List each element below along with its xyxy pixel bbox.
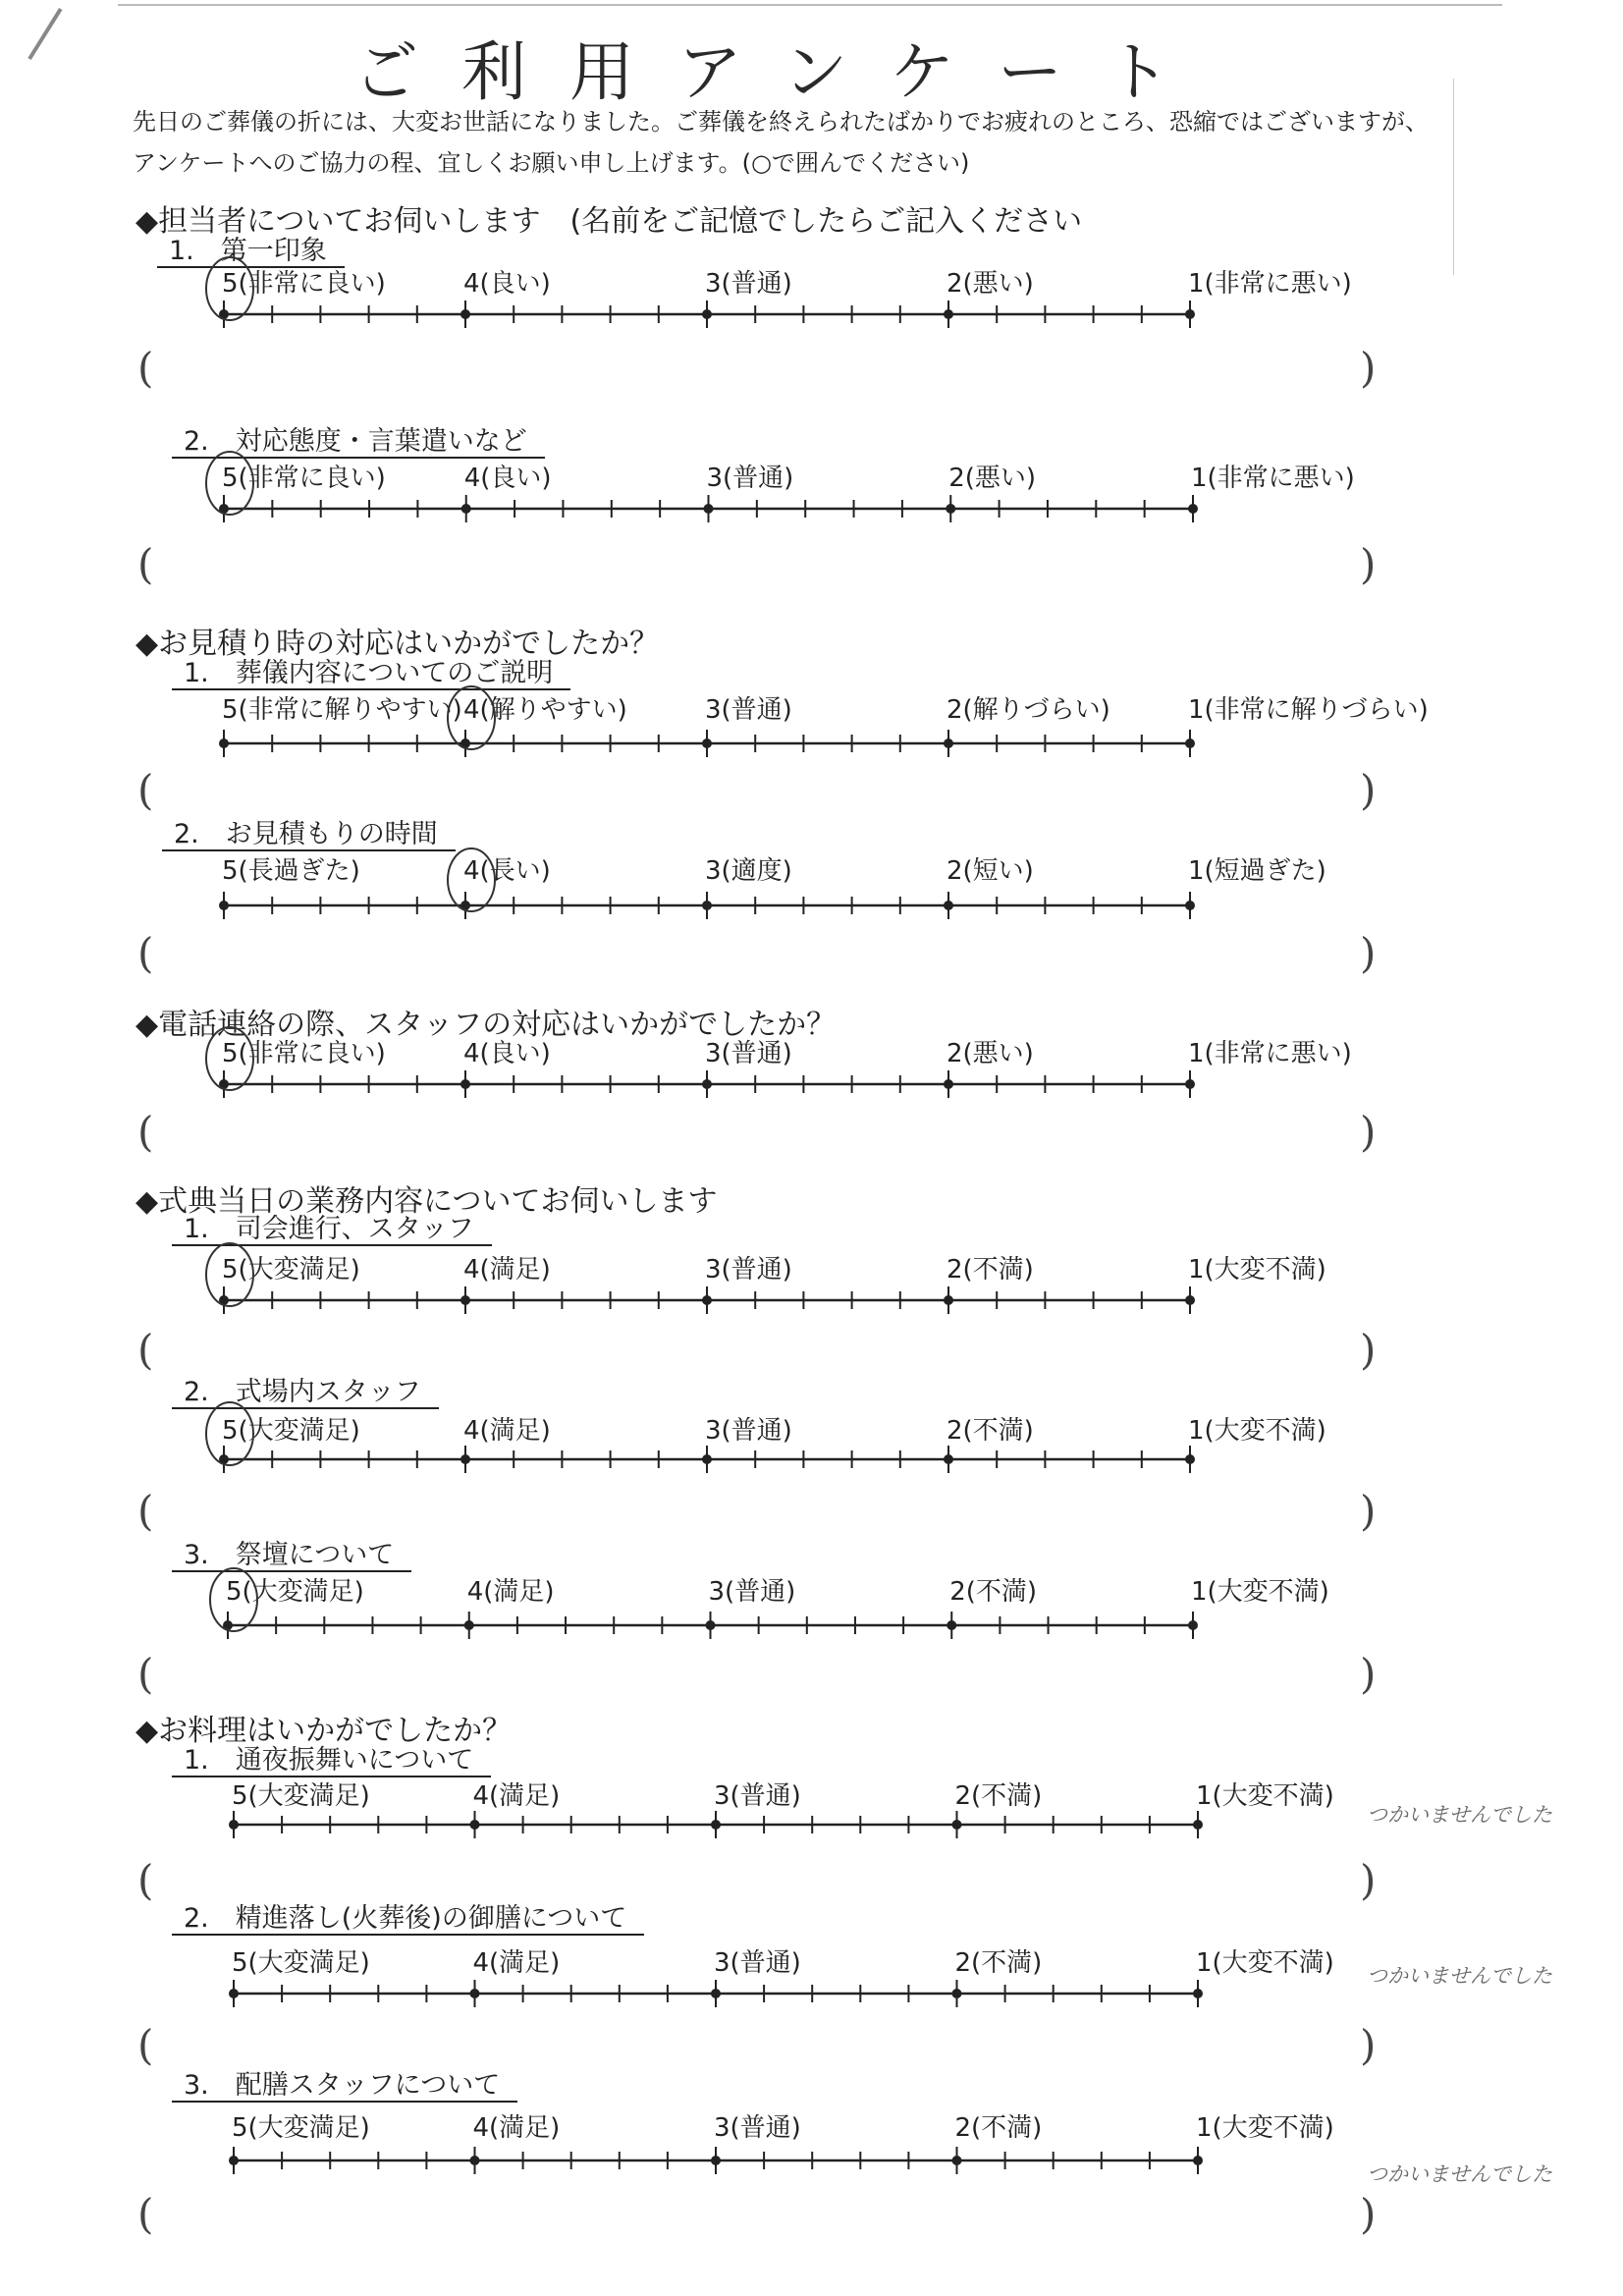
scale-point-1: [1185, 309, 1195, 319]
scale-point-4: [470, 2156, 480, 2165]
comment-paren-close: ): [1360, 2190, 1377, 2238]
scale-label-3: 3(普通): [705, 269, 792, 299]
scale-label-1: 1(大変不満): [1196, 2113, 1334, 2143]
scale-label-4: 4(満足): [466, 1577, 555, 1607]
comment-paren-close: ): [1360, 2021, 1377, 2069]
scale-label-2: 2(不満): [954, 1781, 1043, 1811]
comment-paren-open: (: [137, 1326, 154, 1374]
item-label-explanation: 1. 葬儀内容についてのご説明: [172, 658, 570, 690]
scale-point-2: [947, 1620, 956, 1630]
scale-point-2: [952, 1820, 962, 1830]
rating-scale-line[interactable]: [0, 704, 1623, 783]
comment-paren-open: (: [137, 1856, 154, 1904]
scale-point-2: [944, 1295, 953, 1305]
scale-point-1: [1185, 901, 1195, 910]
scale-label-1: 1(大変不満): [1188, 1416, 1326, 1446]
scale-label-4: 4(長い): [463, 856, 551, 886]
handwritten-note: つかいませんでした: [1367, 1803, 1552, 1827]
item-label-wake-meal: 1. 通夜振舞いについて: [172, 1745, 491, 1777]
scale-point-1: [1188, 1620, 1198, 1630]
scale-label-5: 5(非常に良い): [222, 464, 386, 493]
scale-label-4: 4(良い): [463, 1039, 551, 1068]
scale-label-4: 4(満足): [463, 1255, 551, 1285]
scale-point-1: [1185, 738, 1195, 748]
comment-paren-close: ): [1360, 1487, 1377, 1535]
scale-label-1: 1(非常に悪い): [1188, 269, 1352, 299]
handwritten-note: つかいませんでした: [1367, 2162, 1552, 2186]
scale-label-3: 3(普通): [708, 1577, 796, 1607]
scale-label-2: 2(解りづらい): [947, 695, 1110, 725]
scale-point-3: [702, 1454, 712, 1464]
scale-point-2: [944, 309, 953, 319]
section-heading-staff: ◆担当者についてお伺いします (名前をご記憶でしたらご記入ください: [135, 204, 1083, 239]
item-label-attitude: 2. 対応態度・言葉遣いなど: [172, 426, 545, 459]
scale-label-2: 2(不満): [949, 1577, 1038, 1607]
scale-point-4: [460, 1079, 470, 1089]
page-title: ご利用アンケート: [353, 34, 1215, 110]
scale-point-3: [702, 901, 712, 910]
scale-label-5: 5(大変満足): [222, 1255, 360, 1285]
scale-label-5: 5(長過ぎた): [222, 856, 360, 886]
scale-label-3: 3(普通): [714, 1781, 801, 1811]
scale-point-5: [229, 1989, 239, 1998]
scale-point-3: [702, 309, 712, 319]
scale-label-4: 4(満足): [463, 1416, 551, 1446]
scale-point-4: [470, 1989, 480, 1998]
scale-point-4: [460, 1454, 470, 1464]
rating-scale-line[interactable]: [0, 1045, 1623, 1123]
comment-paren-open: (: [137, 929, 154, 977]
scale-label-1: 1(大変不満): [1196, 1781, 1334, 1811]
scale-label-2: 2(不満): [954, 1948, 1043, 1978]
scale-point-2: [946, 504, 955, 514]
handwritten-note: つかいませんでした: [1367, 1964, 1552, 1988]
scale-point-1: [1185, 1295, 1195, 1305]
scale-point-3: [704, 504, 714, 514]
rating-scale-line[interactable]: [0, 1586, 1623, 1665]
rating-scale-line[interactable]: [0, 469, 1623, 548]
scale-point-2: [944, 1079, 953, 1089]
scale-point-1: [1193, 1820, 1203, 1830]
scale-label-5: 5(非常に解りやすい): [222, 695, 462, 725]
scale-point-3: [706, 1620, 716, 1630]
comment-paren-open: (: [137, 1650, 154, 1698]
scale-label-4: 4(満足): [472, 1781, 561, 1811]
comment-paren-close: ): [1360, 1108, 1377, 1156]
scale-label-2: 2(不満): [947, 1255, 1034, 1285]
scale-point-4: [461, 504, 471, 514]
top-edge-line: [118, 4, 1502, 6]
scale-point-1: [1185, 1454, 1195, 1464]
scale-point-2: [944, 738, 953, 748]
scale-point-5: [229, 2156, 239, 2165]
scale-point-3: [702, 738, 712, 748]
scale-label-1: 1(短過ぎた): [1188, 856, 1326, 886]
scale-point-5: [219, 901, 229, 910]
item-label-mc: 1. 司会進行、スタッフ: [172, 1214, 492, 1246]
scale-label-4: 4(満足): [472, 1948, 561, 1978]
scale-label-4: 4(満足): [472, 2113, 561, 2143]
comment-paren-open: (: [137, 1108, 154, 1156]
scale-label-1: 1(非常に悪い): [1188, 1039, 1352, 1068]
item-label-estimate-time: 2. お見積もりの時間: [162, 819, 456, 851]
scale-label-3: 3(普通): [706, 464, 794, 493]
item-label-hall-staff: 2. 式場内スタッフ: [172, 1377, 439, 1409]
scale-label-4: 4(良い): [463, 269, 551, 299]
comment-paren-open: (: [137, 1487, 154, 1535]
scale-label-5: 5(大変満足): [232, 2113, 370, 2143]
scale-point-4: [460, 309, 470, 319]
item-label-post-cremation-meal: 2. 精進落し(火葬後)の御膳について: [172, 1903, 644, 1936]
comment-paren-open: (: [137, 344, 154, 392]
section-heading-ceremony: ◆式典当日の業務内容についてお伺いします: [135, 1184, 718, 1219]
scale-point-4: [464, 1620, 474, 1630]
comment-paren-close: ): [1360, 766, 1377, 814]
rating-scale-line[interactable]: [0, 1261, 1623, 1339]
scale-label-3: 3(普通): [705, 1255, 792, 1285]
corner-pen-mark: [27, 8, 62, 60]
rating-scale-line[interactable]: [0, 1420, 1623, 1499]
scale-label-5: 5(大変満足): [232, 1948, 370, 1978]
item-label-altar: 3. 祭壇について: [172, 1540, 411, 1572]
scale-point-2: [952, 1989, 962, 1998]
comment-paren-close: ): [1360, 1856, 1377, 1904]
scale-point-1: [1193, 1989, 1203, 1998]
scale-label-5: 5(大変満足): [226, 1577, 364, 1607]
comment-paren-open: (: [137, 766, 154, 814]
scale-label-1: 1(非常に解りづらい): [1188, 695, 1429, 725]
scale-point-1: [1185, 1079, 1195, 1089]
intro-line-1: 先日のご葬儀の折には、大変お世話になりました。ご葬儀を終えられたばかりでお疲れのところ、恐縮ではございますが、: [133, 108, 1429, 136]
scale-label-2: 2(不満): [954, 2113, 1043, 2143]
scale-point-5: [229, 1820, 239, 1830]
scale-label-1: 1(大変不満): [1196, 1948, 1334, 1978]
scale-point-3: [702, 1079, 712, 1089]
scale-point-3: [711, 1989, 721, 1998]
scale-point-3: [711, 2156, 721, 2165]
scale-label-1: 1(非常に悪い): [1191, 464, 1355, 493]
comment-paren-open: (: [137, 540, 154, 588]
scale-label-2: 2(悪い): [947, 1039, 1034, 1068]
scale-label-3: 3(普通): [705, 695, 792, 725]
scale-label-4: 4(解りやすい): [463, 695, 627, 725]
comment-paren-close: ): [1360, 1650, 1377, 1698]
section-heading-phone: ◆電話連絡の際、スタッフの対応はいかがでしたか？: [135, 1008, 837, 1042]
scale-point-3: [711, 1820, 721, 1830]
comment-paren-open: (: [137, 2190, 154, 2238]
scale-point-5: [219, 738, 229, 748]
rating-scale-line[interactable]: [0, 275, 1623, 354]
rating-scale-line[interactable]: [0, 866, 1623, 945]
item-label-serving-staff: 3. 配膳スタッフについて: [172, 2070, 517, 2103]
scale-label-2: 2(悪い): [948, 464, 1037, 493]
scale-point-1: [1188, 504, 1198, 514]
comment-paren-open: (: [137, 2021, 154, 2069]
scale-point-4: [470, 1820, 480, 1830]
comment-paren-close: ): [1360, 929, 1377, 977]
intro-line-2: アンケートへのご協力の程、宜しくお願い申し上げます。(○で囲んでください): [133, 149, 970, 177]
section-heading-food: ◆お料理はいかがでしたか？: [135, 1714, 513, 1748]
scale-label-5: 5(大変満足): [232, 1781, 370, 1811]
scale-label-5: 5(大変満足): [222, 1416, 360, 1446]
scale-label-3: 3(普通): [714, 2113, 801, 2143]
comment-paren-close: ): [1360, 1326, 1377, 1374]
scale-point-3: [702, 1295, 712, 1305]
scale-label-2: 2(不満): [947, 1416, 1034, 1446]
scale-point-2: [944, 901, 953, 910]
scale-label-1: 1(大変不満): [1191, 1577, 1329, 1607]
scale-label-1: 1(大変不満): [1188, 1255, 1326, 1285]
scale-label-5: 5(非常に良い): [222, 1039, 386, 1068]
scale-point-4: [460, 1295, 470, 1305]
scale-label-3: 3(普通): [705, 1039, 792, 1068]
comment-paren-close: ): [1360, 344, 1377, 392]
scale-point-2: [944, 1454, 953, 1464]
scale-label-3: 3(普通): [714, 1948, 801, 1978]
scale-point-2: [952, 2156, 962, 2165]
corner-box-edge: [1453, 79, 1454, 275]
scale-label-2: 2(悪い): [947, 269, 1034, 299]
scale-point-1: [1193, 2156, 1203, 2165]
comment-paren-close: ): [1360, 540, 1377, 588]
item-label-first-impression: 1. 第一印象: [157, 236, 345, 268]
scale-label-5: 5(非常に良い): [222, 269, 386, 299]
scale-label-3: 3(適度): [705, 856, 792, 886]
scale-label-2: 2(短い): [947, 856, 1034, 886]
scale-label-4: 4(良い): [463, 464, 552, 493]
scale-label-3: 3(普通): [705, 1416, 792, 1446]
section-heading-estimate: ◆お見積り時の対応はいかがでしたか？: [135, 627, 660, 661]
